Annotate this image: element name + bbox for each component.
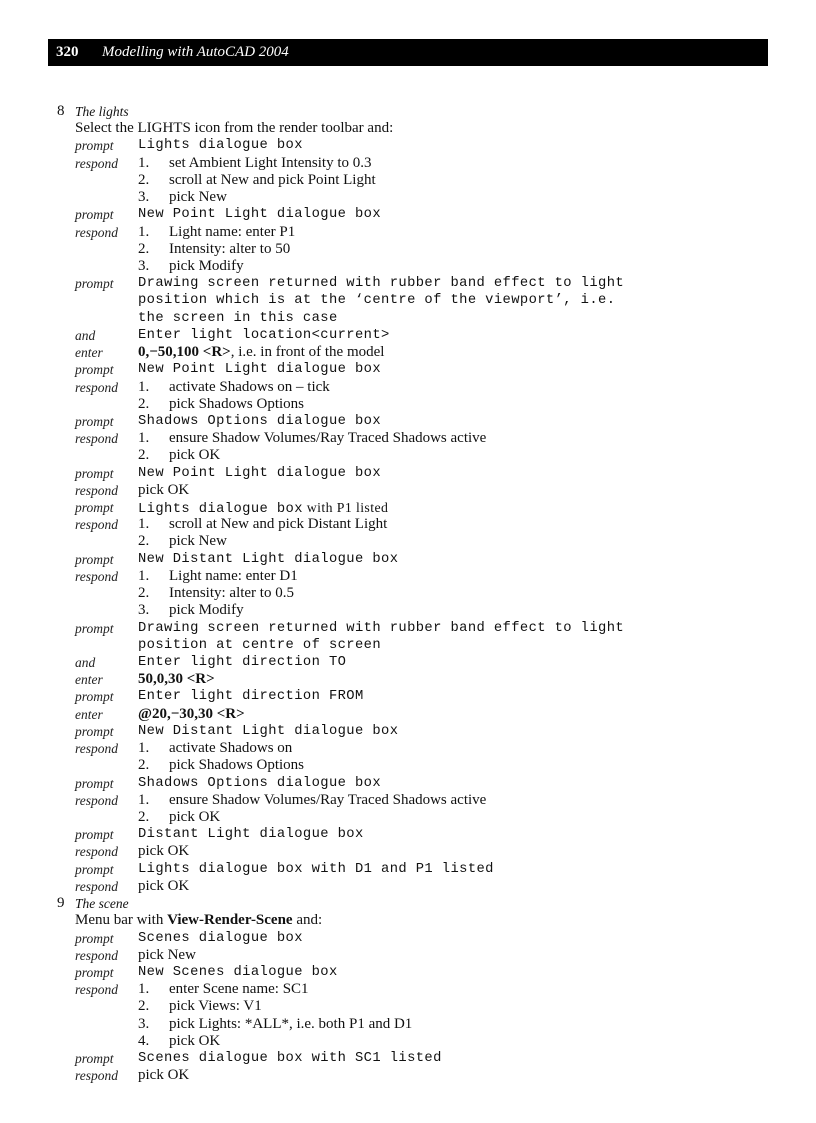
value-text: Shadows Options dialogue box xyxy=(138,413,382,429)
label-respond: respond xyxy=(75,431,118,447)
text-line xyxy=(0,809,816,826)
text-line xyxy=(0,258,816,275)
text-line xyxy=(0,430,816,447)
list-number: 3. xyxy=(138,602,150,619)
text-line xyxy=(0,224,816,241)
text-line xyxy=(0,654,816,671)
label-and: and xyxy=(75,655,96,670)
list-text: pick OK xyxy=(169,447,221,464)
label-prompt: prompt xyxy=(75,551,114,567)
prompt-continuation: position which is at the ‘centre of the viewport’, i.e. xyxy=(138,293,616,309)
prompt-extra: with P1 listed xyxy=(302,500,389,516)
prompt-continuation: position at centre of screen xyxy=(138,637,382,653)
value-text: New Point Light dialogue box xyxy=(138,362,382,378)
label-prompt: prompt xyxy=(75,362,114,378)
text-line xyxy=(0,585,816,602)
list-text: ensure Shadow Volumes/Ray Traced Shadows active xyxy=(169,791,487,808)
instruction-lead: Menu bar with xyxy=(75,912,168,929)
list-text: pick Lights: *ALL*, i.e. both P1 and D1 xyxy=(169,1015,413,1032)
list-text: scroll at New and pick Point Light xyxy=(169,171,376,188)
label-prompt: prompt xyxy=(75,930,114,946)
label-prompt: prompt xyxy=(75,138,114,154)
label-prompt: prompt xyxy=(75,465,114,481)
response-text xyxy=(138,947,196,964)
value-text: Enter light location<current> xyxy=(138,327,390,343)
text-line xyxy=(0,482,816,499)
text-line xyxy=(0,602,816,619)
list-number: 3. xyxy=(138,1015,150,1032)
text-line xyxy=(0,206,816,223)
value-text: New Point Light dialogue box xyxy=(138,465,382,481)
label-and: and xyxy=(75,327,96,343)
text-line xyxy=(0,964,816,981)
text-line xyxy=(0,396,816,413)
list-number: 2. xyxy=(138,240,150,257)
text-line xyxy=(0,499,816,516)
list-text: ensure Shadow Volumes/Ray Traced Shadows active xyxy=(169,430,487,447)
label-respond: respond xyxy=(75,1068,118,1084)
list-text: pick Shadows Options xyxy=(169,395,304,412)
text-line xyxy=(0,533,816,550)
text-line xyxy=(0,757,816,774)
response-text xyxy=(138,482,189,499)
list-text: pick Modify xyxy=(169,257,244,274)
text-line xyxy=(0,310,816,327)
label-respond: respond xyxy=(75,792,118,808)
text-line xyxy=(0,292,816,309)
value-text: New Distant Light dialogue box xyxy=(138,551,399,567)
label-prompt: prompt xyxy=(75,276,114,292)
text-line xyxy=(0,723,816,740)
label-respond: respond xyxy=(75,741,118,757)
list-number: 2. xyxy=(138,533,150,550)
label-respond: respond xyxy=(75,379,118,395)
list-number: 1. xyxy=(138,516,150,533)
prompt-text xyxy=(138,1050,442,1067)
prompt-text xyxy=(138,327,390,344)
list-number: 2. xyxy=(138,808,150,825)
text-line xyxy=(0,947,816,964)
text-line xyxy=(0,706,816,723)
label-prompt: prompt xyxy=(75,964,114,980)
list-number: 2. xyxy=(138,757,150,774)
step-number: 9 xyxy=(57,895,65,912)
value-text: pick OK xyxy=(138,877,190,894)
label-respond: respond xyxy=(75,155,118,171)
list-number: 1. xyxy=(138,567,150,584)
label-respond: respond xyxy=(75,482,118,498)
value-text: Shadows Options dialogue box xyxy=(138,775,382,791)
label-prompt: prompt xyxy=(75,689,114,705)
text-line xyxy=(0,516,816,533)
prompt-continuation: the screen in this case xyxy=(138,310,338,326)
text-line xyxy=(0,344,816,361)
text-line xyxy=(0,1016,816,1033)
prompt-text xyxy=(138,137,303,154)
list-number: 2. xyxy=(138,395,150,412)
list-text: pick Modify xyxy=(169,602,244,619)
list-number: 1. xyxy=(138,223,150,240)
value-text: pick New xyxy=(138,946,196,963)
list-number: 1. xyxy=(138,430,150,447)
value-text: New Scenes dialogue box xyxy=(138,964,338,980)
section-title: The lights xyxy=(75,104,129,119)
list-text: set Ambient Light Intensity to 0.3 xyxy=(169,154,372,171)
instruction-lead: Select the LIGHTS icon from the render toolbar and: xyxy=(75,120,394,137)
list-number: 2. xyxy=(138,447,150,464)
label-prompt: prompt xyxy=(75,827,114,843)
list-text: Light name: enter P1 xyxy=(169,223,296,240)
label-prompt: prompt xyxy=(75,861,114,877)
value-text: New Distant Light dialogue box xyxy=(138,723,399,739)
value-text: Lights dialogue box with D1 and P1 listed xyxy=(138,861,494,877)
text-line xyxy=(0,241,816,258)
text-line xyxy=(0,1050,816,1067)
text-line xyxy=(0,1067,816,1084)
text-line xyxy=(0,637,816,654)
text-line xyxy=(0,981,816,998)
list-number: 2. xyxy=(138,171,150,188)
label-enter: enter xyxy=(75,345,103,361)
text-line xyxy=(0,568,816,585)
value-text: Scenes dialogue box xyxy=(138,930,303,946)
list-number: 1. xyxy=(138,740,150,757)
value-text: pick OK xyxy=(138,843,190,860)
text-line xyxy=(0,379,816,396)
prompt-text xyxy=(138,275,624,292)
text-line xyxy=(0,998,816,1015)
label-respond: respond xyxy=(75,844,118,860)
text-line xyxy=(0,120,816,137)
prompt-text xyxy=(138,826,364,843)
prompt-text xyxy=(138,688,364,705)
text-line xyxy=(0,688,816,705)
label-respond: respond xyxy=(75,878,118,894)
label-prompt: prompt xyxy=(75,207,114,223)
label-respond: respond xyxy=(75,224,118,240)
text-line xyxy=(0,172,816,189)
list-text: pick New xyxy=(169,533,227,550)
label-enter: enter xyxy=(75,672,103,688)
list-text: pick Shadows Options xyxy=(169,757,304,774)
text-line xyxy=(0,103,816,120)
list-text: Light name: enter D1 xyxy=(169,567,298,584)
prompt-text xyxy=(138,361,381,378)
response-text xyxy=(138,344,384,361)
value-text: Drawing screen returned with rubber band effect to light xyxy=(138,620,625,636)
prompt-text xyxy=(138,775,381,792)
list-text: Intensity: alter to 50 xyxy=(169,240,291,257)
value-text: pick OK xyxy=(138,481,190,498)
list-number: 3. xyxy=(138,189,150,206)
text-line xyxy=(0,551,816,568)
list-text: pick Views: V1 xyxy=(169,998,262,1015)
response-text xyxy=(138,843,189,860)
step-number: 8 xyxy=(57,103,65,119)
page-body xyxy=(0,103,816,1084)
list-text: pick OK xyxy=(169,808,221,825)
text-line xyxy=(0,620,816,637)
prompt-text xyxy=(138,723,398,740)
prompt-text xyxy=(138,654,346,671)
response-text xyxy=(138,706,245,723)
text-line xyxy=(0,775,816,792)
list-text: enter Scene name: SC1 xyxy=(169,981,309,998)
text-line xyxy=(0,413,816,430)
list-text: activate Shadows on xyxy=(169,740,293,757)
text-line xyxy=(0,1033,816,1050)
list-number: 4. xyxy=(138,1032,150,1049)
label-respond: respond xyxy=(75,982,118,998)
response-text xyxy=(138,1067,189,1084)
value-text: Scenes dialogue box with SC1 listed xyxy=(138,1051,442,1067)
list-text: scroll at New and pick Distant Light xyxy=(169,516,388,533)
list-number: 1. xyxy=(138,378,150,395)
value-text: Lights dialogue box xyxy=(138,138,303,154)
value-text: pick OK xyxy=(138,1067,190,1084)
page-header xyxy=(48,39,768,66)
label-prompt: prompt xyxy=(75,413,114,429)
text-line xyxy=(0,878,816,895)
value-text: Distant Light dialogue box xyxy=(138,827,364,843)
list-text: Intensity: alter to 0.5 xyxy=(169,585,294,602)
label-respond: respond xyxy=(75,947,118,963)
value-text: Enter light direction TO xyxy=(138,655,347,670)
text-line xyxy=(0,740,816,757)
response-text xyxy=(138,878,189,895)
page-number: 320 xyxy=(56,44,79,60)
value-text: Drawing screen returned with rubber band effect to light xyxy=(138,276,625,292)
text-line xyxy=(0,361,816,378)
prompt-text xyxy=(138,413,381,430)
text-line xyxy=(0,275,816,292)
section-title: The scene xyxy=(75,896,129,912)
label-respond: respond xyxy=(75,568,118,584)
list-number: 2. xyxy=(138,998,150,1015)
prompt-text xyxy=(138,465,381,482)
value-text: , i.e. in front of the model xyxy=(230,344,385,361)
label-prompt: prompt xyxy=(75,723,114,739)
list-number: 2. xyxy=(138,585,150,602)
text-line xyxy=(0,826,816,843)
text-line xyxy=(0,671,816,688)
text-line xyxy=(0,327,816,344)
list-text: pick OK xyxy=(169,1032,221,1049)
text-line xyxy=(0,465,816,482)
text-line xyxy=(0,861,816,878)
command-input: @20,−30,30 <R> xyxy=(138,705,245,722)
prompt-text xyxy=(138,964,338,981)
menu-path: View-Render-Scene xyxy=(167,912,293,929)
command-input: 50,0,30 <R> xyxy=(138,671,215,688)
list-number: 1. xyxy=(138,154,150,171)
text-line xyxy=(0,930,816,947)
list-number: 1. xyxy=(138,981,150,998)
text-line xyxy=(0,895,816,912)
command-input: 0,−50,100 <R> xyxy=(138,344,231,361)
text-line xyxy=(0,447,816,464)
prompt-text xyxy=(138,861,494,878)
label-prompt: prompt xyxy=(75,1051,114,1067)
text-line xyxy=(0,843,816,860)
text-line xyxy=(0,155,816,172)
label-prompt: prompt xyxy=(75,775,114,791)
value-text: New Point Light dialogue box xyxy=(138,207,382,223)
text-line xyxy=(0,137,816,154)
label-respond: respond xyxy=(75,517,118,533)
text-line xyxy=(0,912,816,929)
instruction-text xyxy=(75,120,393,137)
prompt-text xyxy=(138,930,303,947)
text-line xyxy=(0,792,816,809)
list-text: activate Shadows on – tick xyxy=(169,378,330,395)
value-text: Lights dialogue box xyxy=(138,502,303,518)
list-number: 1. xyxy=(138,791,150,808)
list-text: pick New xyxy=(169,189,227,206)
response-text xyxy=(138,671,215,688)
label-enter: enter xyxy=(75,706,103,722)
instruction-tail: and: xyxy=(292,912,323,929)
prompt-text xyxy=(138,620,624,637)
prompt-text xyxy=(138,206,381,223)
instruction-text xyxy=(75,912,322,929)
list-number: 3. xyxy=(138,257,150,274)
text-line xyxy=(0,189,816,206)
label-prompt: prompt xyxy=(75,620,114,636)
prompt-text xyxy=(138,551,398,568)
value-text: Enter light direction FROM xyxy=(138,689,364,705)
label-prompt: prompt xyxy=(75,500,114,516)
running-title: Modelling with AutoCAD 2004 xyxy=(102,44,289,60)
